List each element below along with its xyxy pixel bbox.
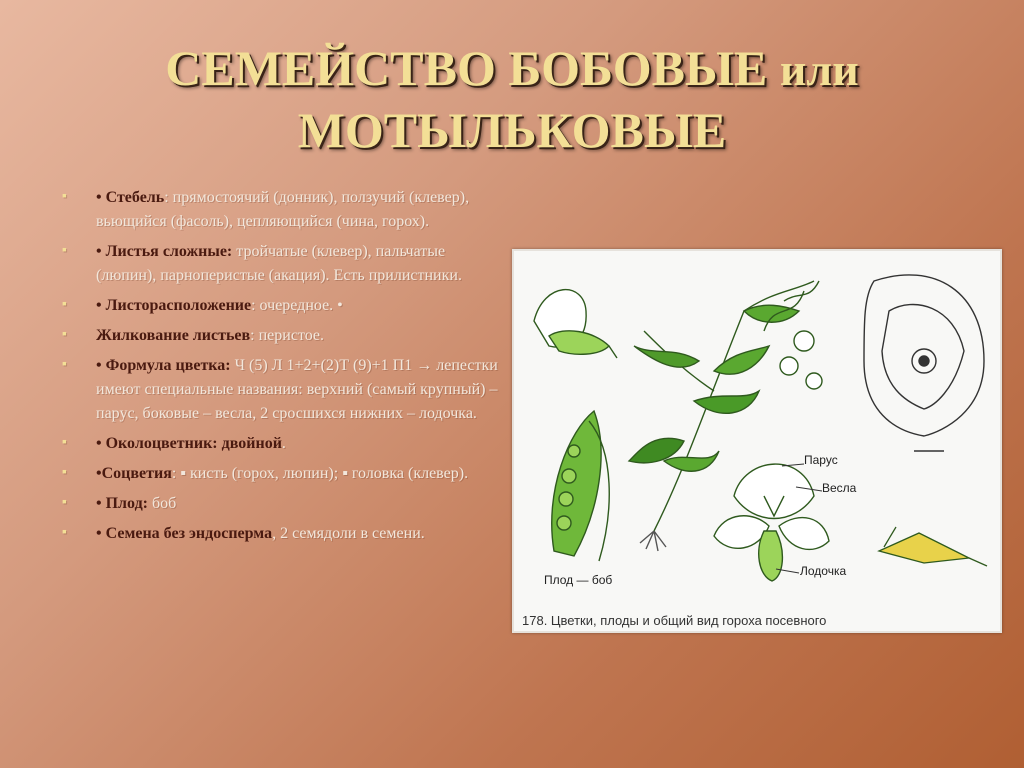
label-vesla: Весла [822,481,857,495]
bullet-marker-icon: ▪ [62,327,67,342]
bullet-text: тройчатые (клевер), пальчатые (люпин), парноперистые (акация). Есть прилистники. [96,243,462,284]
label-lodochka: Лодочка [800,564,847,578]
bullet-item [62,294,502,318]
bullet-marker-icon: ▪ [62,525,67,540]
bullet-lead: • Формула цветка: [96,357,231,374]
bullet-text: : прямостоячий (донник), ползучий (клевер), вьющийся (фасоль), цепляющийся (чина, горох). [96,189,470,230]
bullet-item [62,492,502,516]
bullet-text: боб [147,495,177,512]
bullet-text: : ▪ кисть (горох, люпин); ▪ головка (клевер). [171,465,469,482]
bullet-item [62,186,502,234]
flower-diagram-icon [864,275,984,451]
bullet-lead: • Листья сложные: [96,243,233,260]
title-line-1-suffix: или [779,44,859,95]
bullet-text: , 2 семядоли в семени. [272,525,425,542]
pea-plant-figure [512,249,1002,633]
bullet-text: . [281,435,286,452]
title-line-1-main: СЕМЕЙСТВО БОБОВЫЕ [165,40,768,96]
bullet-marker-icon: ▪ [62,357,67,372]
bullet-list [62,186,502,552]
bullet-item [62,240,502,288]
stamen-detail-icon [879,527,987,566]
bullet-text: : перистое. [250,327,325,344]
bullet-lead: • Околоцветник: двойной [96,435,282,452]
slide-title [0,38,1024,160]
bullet-marker-icon: ▪ [62,243,67,258]
bullet-lead: • Стебель [96,189,165,206]
label-parus: Парус [804,453,838,467]
bullet-text: Ч (5) Л 1+2+(2)Т (9)+1 П1 → лепестки имеют специальные названия: верхний (самый крупный) – парус, боковые – весла, 2 сросшихся нижних – лодочка. [96,357,498,422]
bullet-lead: •Соцветия [96,465,172,482]
bullet-item [62,354,502,426]
bullet-marker-icon: ▪ [62,435,67,450]
flower-side-view-icon [534,290,617,358]
pea-pod-icon [552,411,609,561]
bullet-item [62,462,502,486]
bullet-item [62,324,502,348]
bullet-item [62,432,502,456]
bullet-lead: • Листорасположение [96,297,252,314]
label-plod: Плод — боб [544,573,613,587]
bullet-lead: • Плод: [96,495,148,512]
title-line-2: МОТЫЛЬКОВЫЕ [297,102,727,158]
bullet-lead: Жилкование листьев [96,327,251,344]
bullet-marker-icon: ▪ [62,297,67,312]
bullet-text: : очередное. • [251,297,343,314]
bullet-lead: • Семена без эндосперма [96,525,273,542]
title-line-1 [0,38,1024,100]
bullet-item [62,522,502,546]
bullet-marker-icon: ▪ [62,495,67,510]
figure-caption: 178. Цветки, плоды и общий вид гороха посевного [522,613,827,628]
bullet-marker-icon: ▪ [62,465,67,480]
bullet-marker-icon: ▪ [62,189,67,204]
